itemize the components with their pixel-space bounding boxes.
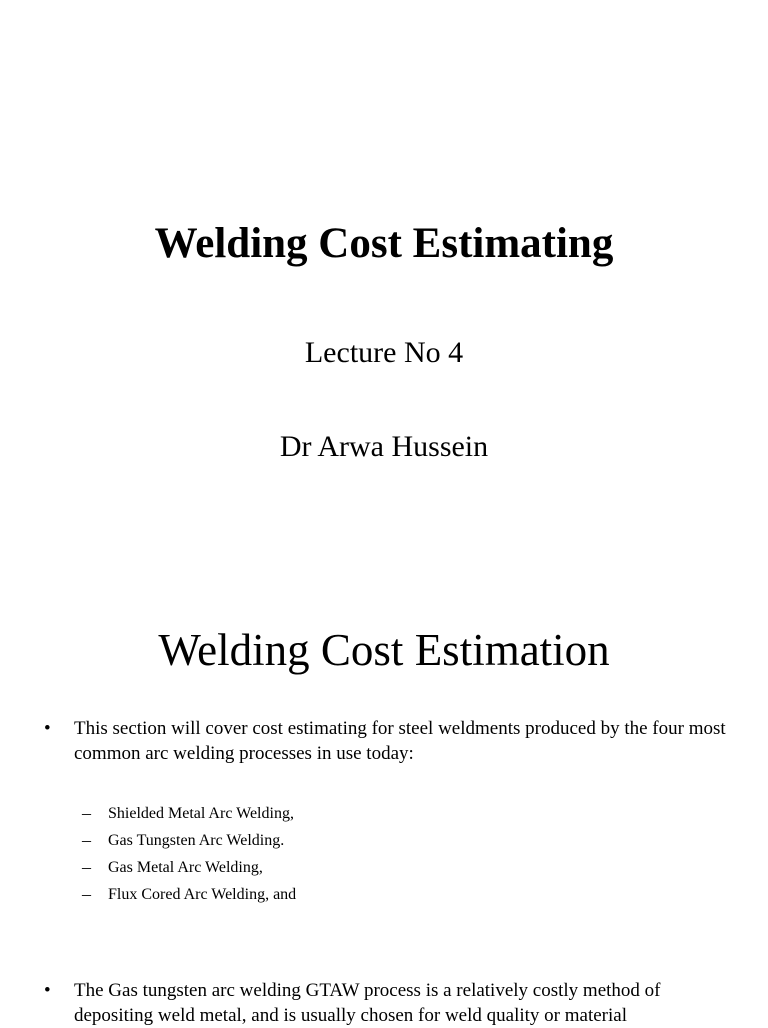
list-item — [82, 854, 682, 881]
sub-bullet-marker: – — [82, 857, 91, 877]
list-item — [82, 827, 682, 854]
process-name: Gas Tungsten Arc Welding. — [108, 832, 285, 849]
process-name: Gas Metal Arc Welding, — [108, 859, 263, 876]
list-item — [82, 881, 682, 908]
slide-2-title: Welding Cost Estimation — [158, 625, 610, 675]
bullet-marker: • — [44, 718, 51, 739]
slide-1-title: Welding Cost Estimating — [154, 220, 614, 267]
process-name: Flux Cored Arc Welding, and — [108, 886, 297, 903]
list-item — [82, 800, 682, 827]
bullet-marker: • — [44, 980, 51, 1001]
bullet-text: This section will cover cost estimating for steel weldments produced by the four most common arc welding processes in use today: — [74, 718, 726, 764]
process-list — [82, 800, 682, 908]
sub-bullet-marker: – — [82, 830, 91, 850]
sub-bullet-marker: – — [82, 884, 91, 904]
process-name: Shielded Metal Arc Welding, — [108, 805, 294, 822]
bullet-text: The Gas tungsten arc welding GTAW process is a relatively costly method of depositing weld metal, and is usually chosen for weld quality or material — [74, 980, 661, 1026]
author-name: Dr Arwa Hussein — [279, 430, 489, 463]
sub-bullet-marker: – — [82, 803, 91, 823]
lecture-number: Lecture No 4 — [304, 336, 464, 369]
